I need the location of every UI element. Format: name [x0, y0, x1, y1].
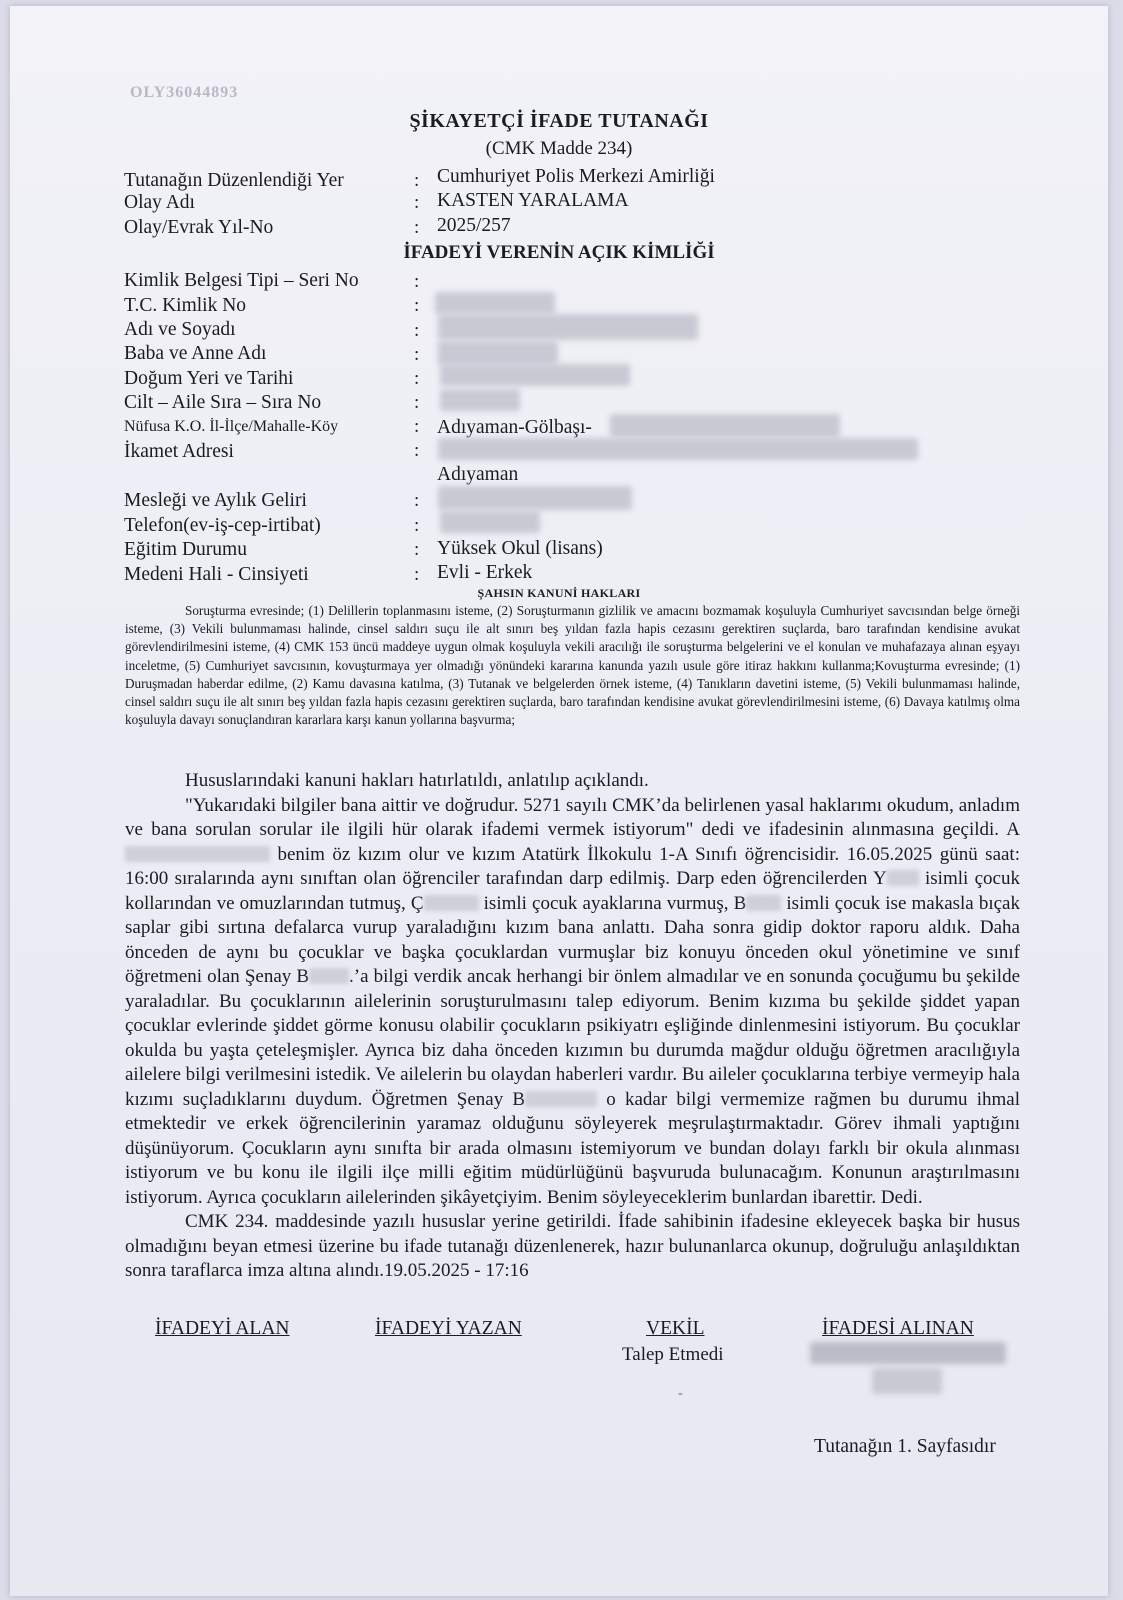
redacted-signature: [872, 1368, 942, 1394]
signature-label-taker: İFADEYİ ALAN: [155, 1318, 290, 1339]
statement-text: benim öz kızım olur ve kızım Atatürk İlkokulu 1-A Sınıfı öğrencisidir. 16.05.2025 günü saat: 16:00 sıralarında aynı sınıftan olan öğrenciler tarafından darp edilmiş. Darp eden öğrencilerden Y: [125, 843, 1020, 889]
field-label-parents: Baba ve Anne Adı: [124, 343, 267, 364]
field-colon: :: [414, 539, 420, 560]
closing-text: CMK 234. maddesinde yazılı hususlar yerine getirildi. İfade sahibinin ifadesine ekleyecek başka bir husus olmadığını beyan etmesi üzerine bu ifade tutanağı düzenlenerek, hazır bulunanlarca okunup, doğruluğu anlaşıldıktan sonra taraflarca imza altına alındı.19.05.2025 - 17:16: [125, 1211, 1020, 1281]
statement-paragraph: [125, 794, 1020, 1211]
field-colon: :: [414, 295, 420, 316]
page-footer: Tutanağın 1. Sayfasıdır: [814, 1436, 996, 1457]
field-label-job: Mesleği ve Aylık Geliri: [124, 490, 307, 511]
signature-label-lawyer: VEKİL: [646, 1318, 705, 1339]
redacted-inline: [309, 968, 349, 984]
field-label-name: Adı ve Soyadı: [124, 319, 236, 340]
field-label-birth: Doğum Yeri ve Tarihi: [124, 368, 294, 389]
closing-paragraph: [125, 1210, 1020, 1284]
field-colon: :: [414, 170, 420, 191]
redacted-inline: [746, 895, 781, 911]
field-colon: :: [414, 490, 420, 511]
statement-body: [125, 769, 1020, 1284]
lawyer-note: Talep Etmedi: [622, 1344, 724, 1365]
field-colon: :: [414, 320, 420, 341]
redacted-inline: [887, 870, 919, 886]
redacted-inline: [424, 895, 479, 911]
statement-text: o kadar bilgi vermemize rağmen bu durumu ihmal etmektedir ve erkek öğrencilerinin yaramaz olduğunu söyleyerek meşrulaştırmaktadır. Görev ihmali yaptığını düşünüyorum. Çocukların aynı sınıfta bir arada olmasını istemiyorum ve bundan dolayı farklı bir okula alınması istiyorum ve bu konu ile ilgili ilçe milli eğitim müdürlüğünü başvuruda bulunacağım. Konunun araştırılmasını istiyorum. Ayrıca çocukların ailelerinden şikâyetçiyim. Benim söyleyeceklerim bunlardan ibarettir. Dedi.: [125, 1088, 1020, 1208]
field-label-education: Eğitim Durumu: [124, 539, 247, 560]
document-stamp: OLY36044893: [130, 84, 239, 101]
signature-label-complainant: İFADESİ ALINAN: [822, 1318, 974, 1339]
redacted-signature-name: [810, 1342, 1006, 1364]
statement-text: isimli çocuk ayaklarına vurmuş, B: [478, 892, 747, 914]
document-subtitle: (CMK Madde 234): [485, 138, 633, 159]
field-value-address-city: Adıyaman: [437, 464, 519, 485]
field-label-registry: Cilt – Aile Sıra – Sıra No: [124, 392, 322, 413]
redacted-origin: [610, 414, 840, 438]
field-colon: :: [414, 564, 420, 585]
field-label-place: Tutanağın Düzenlendiği Yer: [124, 170, 344, 191]
field-value-file-no: 2025/257: [437, 215, 511, 236]
statement-text: isimli çocuk ise makasla bıçak saplar gibi sırtına defalarca vurup yaraladığını kızım bana anlattı. Daha sonra gidip doktor raporu aldık. Daha önceden de aynı bu çocuklar ve başka çocuklardan vurmuşlar biz konuyu önceden okul yönetimine ve sınıf öğretmeni olan Şenay B: [125, 892, 1020, 987]
field-label-tc-no: T.C. Kimlik No: [124, 295, 247, 316]
document-page: [10, 6, 1108, 1596]
redacted-job: [438, 486, 632, 510]
redacted-inline: [525, 1091, 597, 1107]
redacted-registry: [440, 389, 520, 411]
field-label-address: İkamet Adresi: [124, 441, 234, 462]
field-value-marital: Evli - Erkek: [437, 562, 533, 583]
rights-reminder: Hususlarındaki kanuni hakları hatırlatıldı, anlatılıp açıklandı.: [185, 770, 649, 791]
signature-label-writer: İFADEYİ YAZAN: [375, 1318, 522, 1339]
field-colon: :: [414, 392, 420, 413]
field-colon: :: [414, 368, 420, 389]
rights-text: Soruşturma evresinde; (1) Delillerin toplanmasını isteme, (2) Soruşturmanın gizlilik ve amacını bozmamak koşuluyla Cumhuriyet savcısından belge örneği isteme, (3) Vekili bulunmaması halinde, cinsel saldırı suçu ile alt sınırı beş yıldan fazla hapis cezasını gerektiren suçlarda, baro tarafından kendisine avukat görevlendirilmesini isteme, (4) CMK 153 üncü maddeye uygun olmak koşuluyla vekili aracılığı ile soruşturma belgelerini ve el konulan ve muhafazaya alınan eşyayı inceletme, (5) Cumhuriyet savcısının, kovuşturmaya yer olmadığı yönündeki kararına kanunda yazılı usule göre itiraz hakkını kullanma;Kovuşturma evresinde; (1) Duruşmadan haberdar edilme, (2) Kamu davasına katılma, (3) Tutanak ve belgelerden örnek isteme, (4) Tanıkların davetini isteme, (5) Vekili bulunmaması halinde, cinsel saldırı suçu ile alt sınırı beş yıldan fazla hapis cezasını gerektiren suçlarda, baro tarafından kendisine avukat görevlendirilmesini isteme, (6) Davaya katılmış olma koşuluyla davayı sonuçlandıran kararlara karşı kanun yollarına başvurma;: [125, 603, 1020, 728]
redacted-parents: [438, 341, 558, 365]
field-value-origin: Adıyaman-Gölbaşı-: [437, 417, 592, 438]
redacted-address: [438, 438, 918, 460]
rights-paragraph: [125, 602, 1020, 729]
field-colon: :: [414, 416, 420, 437]
field-value-education: Yüksek Okul (lisans): [437, 538, 603, 559]
ink-mark: -: [678, 1386, 683, 1401]
field-colon: :: [414, 192, 420, 213]
redacted-tc-no: [435, 292, 555, 314]
field-colon: :: [414, 515, 420, 536]
field-colon: :: [414, 217, 420, 238]
field-label-file-no: Olay/Evrak Yıl-No: [124, 217, 274, 238]
statement-text: .’a bilgi verdik ancak herhangi bir önlem almadılar ve en sonunda çocuğumu bu şekilde yaraladılar. Bu çocuklarının ailelerinin soruşturulmasını talep ediyorum. Benim kızıma bu şekilde şiddet yapan çocuklar evlerinde şiddet görme konusu olabilir çocukların psikiyatrı eşliğinde dinlenmesini istiyorum. Bu çocuklar okulda bu yaşta çeteleşmişler. Ayrıca biz daha önceden kızımın bu durumda mağdur olduğu öğretmen aracılığıyla ailelere bilgi verilmesini istedik. Ve ailelerin bu olaydan haberleri vardır. Bu aileler çocuklarına terbiye vermeyip hala kızımı suçladıklarını duydum. Öğretmen Şenay B: [125, 966, 1020, 1110]
field-value-incident: KASTEN YARALAMA: [437, 190, 629, 211]
field-label-phone: Telefon(ev-iş-cep-irtibat): [124, 515, 321, 536]
statement-text: "Yukarıdaki bilgiler bana aittir ve doğrudur. 5271 sayılı CMK’da belirlenen yasal haklarımı okudum, anladım ve bana sorulan sorular ile ilgili hür olarak ifademi vermek istiyorum" dedi ve ifadesinin alınmasına geçildi. A: [125, 794, 1020, 840]
redacted-inline: [125, 846, 270, 862]
field-label-marital: Medeni Hali - Cinsiyeti: [124, 564, 309, 585]
field-label-incident: Olay Adı: [124, 192, 195, 213]
field-colon: :: [414, 440, 420, 461]
redacted-name: [438, 314, 698, 340]
redacted-birth: [440, 364, 630, 386]
redacted-phone: [440, 511, 540, 533]
field-value-place: Cumhuriyet Polis Merkezi Amirliği: [437, 166, 715, 187]
field-label-origin: Nüfusa K.O. İl-İlçe/Mahalle-Köy: [124, 418, 339, 435]
rights-reminder-paragraph: [125, 769, 1020, 794]
field-label-id-type: Kimlik Belgesi Tipi – Seri No: [124, 270, 359, 291]
field-colon: :: [414, 344, 420, 365]
statement-text: isimli çocuk kollarından ve omuzlarından tutmuş, Ç: [125, 868, 1020, 914]
field-colon: :: [414, 271, 420, 292]
identity-section-title: İFADEYİ VERENİN AÇIK KİMLİĞİ: [403, 242, 715, 263]
document-title: ŞİKAYETÇİ İFADE TUTANAĞI: [409, 110, 709, 132]
rights-section-title: ŞAHSIN KANUNİ HAKLARI: [477, 586, 641, 600]
